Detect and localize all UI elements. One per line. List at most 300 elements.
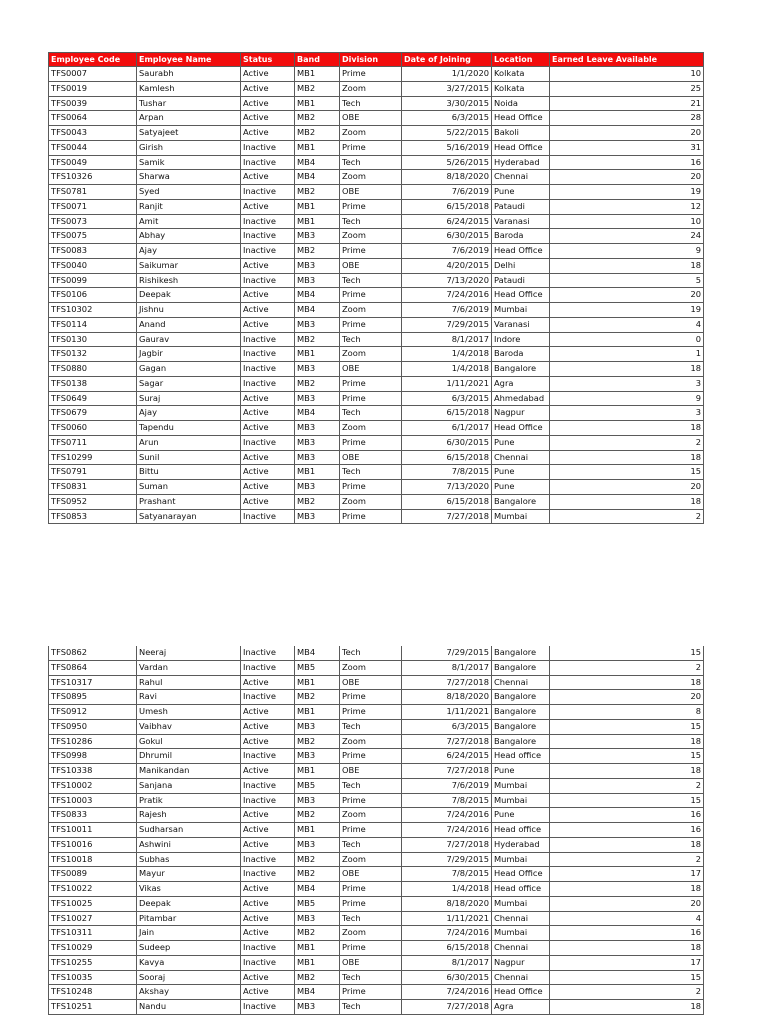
cell-division: Zoom <box>339 808 401 822</box>
cell-division: Zoom <box>339 661 401 675</box>
cell-band: MB5 <box>294 897 339 911</box>
cell-date-of-joining: 6/30/2015 <box>401 971 491 985</box>
cell-division: Prime <box>339 67 401 81</box>
cell-location: Head Office <box>491 288 549 302</box>
cell-location: Pune <box>491 480 549 494</box>
cell-location: Pune <box>491 808 549 822</box>
cell-status: Inactive <box>240 794 294 808</box>
cell-band: MB1 <box>294 956 339 970</box>
cell-employee-name: Neeraj <box>136 646 240 660</box>
cell-earned-leave: 9 <box>549 244 704 258</box>
cell-earned-leave: 18 <box>549 362 704 376</box>
cell-date-of-joining: 7/29/2015 <box>401 853 491 867</box>
cell-earned-leave: 20 <box>549 480 704 494</box>
table-row <box>48 985 704 1000</box>
table-row <box>48 185 704 200</box>
cell-earned-leave: 2 <box>549 436 704 450</box>
cell-band: MB2 <box>294 82 339 96</box>
table-row <box>48 941 704 956</box>
cell-employee-name: Vardan <box>136 661 240 675</box>
cell-status: Inactive <box>240 853 294 867</box>
cell-division: Prime <box>339 985 401 999</box>
cell-status: Inactive <box>240 510 294 524</box>
cell-band: MB2 <box>294 853 339 867</box>
cell-division: OBE <box>339 867 401 881</box>
cell-employee-name: Abhay <box>136 229 240 243</box>
table-row <box>48 141 704 156</box>
cell-employee-code: TFS0114 <box>48 318 136 332</box>
cell-division: Zoom <box>339 926 401 940</box>
cell-employee-code: TFS10317 <box>48 676 136 690</box>
table-row <box>48 274 704 289</box>
table-row <box>48 926 704 941</box>
table-row <box>48 156 704 171</box>
cell-employee-name: Pitambar <box>136 912 240 926</box>
cell-earned-leave: 15 <box>549 794 704 808</box>
cell-location: Bangalore <box>491 362 549 376</box>
cell-status: Active <box>240 126 294 140</box>
cell-employee-code: TFS0075 <box>48 229 136 243</box>
cell-location: Mumbai <box>491 794 549 808</box>
cell-date-of-joining: 1/4/2018 <box>401 362 491 376</box>
cell-band: MB1 <box>294 705 339 719</box>
cell-earned-leave: 2 <box>549 985 704 999</box>
cell-date-of-joining: 7/24/2016 <box>401 288 491 302</box>
cell-status: Active <box>240 67 294 81</box>
cell-earned-leave: 2 <box>549 779 704 793</box>
cell-location: Head office <box>491 823 549 837</box>
cell-employee-name: Akshay <box>136 985 240 999</box>
cell-division: Tech <box>339 912 401 926</box>
cell-date-of-joining: 8/1/2017 <box>401 333 491 347</box>
cell-earned-leave: 20 <box>549 170 704 184</box>
table-row <box>48 912 704 927</box>
cell-status: Active <box>240 303 294 317</box>
header-location: Location <box>491 53 549 66</box>
cell-employee-code: TFS10326 <box>48 170 136 184</box>
cell-earned-leave: 18 <box>549 1000 704 1014</box>
cell-division: Prime <box>339 690 401 704</box>
cell-division: Prime <box>339 749 401 763</box>
cell-division: OBE <box>339 676 401 690</box>
cell-employee-code: TFS10302 <box>48 303 136 317</box>
header-row <box>48 52 704 67</box>
cell-status: Active <box>240 823 294 837</box>
cell-earned-leave: 15 <box>549 465 704 479</box>
cell-status: Active <box>240 838 294 852</box>
cell-location: Head Office <box>491 421 549 435</box>
cell-employee-name: Gagan <box>136 362 240 376</box>
cell-band: MB2 <box>294 111 339 125</box>
cell-earned-leave: 4 <box>549 912 704 926</box>
cell-division: Zoom <box>339 126 401 140</box>
cell-earned-leave: 18 <box>549 882 704 896</box>
cell-division: Tech <box>339 720 401 734</box>
cell-date-of-joining: 6/15/2018 <box>401 941 491 955</box>
cell-date-of-joining: 8/18/2020 <box>401 897 491 911</box>
cell-location: Bangalore <box>491 661 549 675</box>
table-row <box>48 244 704 259</box>
cell-employee-code: TFS0833 <box>48 808 136 822</box>
cell-employee-name: Sudharsan <box>136 823 240 837</box>
header-earned-leave: Earned Leave Available <box>549 53 704 66</box>
cell-band: MB1 <box>294 347 339 361</box>
cell-employee-code: TFS10338 <box>48 764 136 778</box>
cell-band: MB3 <box>294 421 339 435</box>
table-row <box>48 347 704 362</box>
table-row <box>48 661 704 676</box>
cell-band: MB5 <box>294 661 339 675</box>
cell-earned-leave: 9 <box>549 392 704 406</box>
cell-date-of-joining: 8/18/2020 <box>401 170 491 184</box>
table-row <box>48 897 704 912</box>
cell-employee-code: TFS0132 <box>48 347 136 361</box>
cell-employee-code: TFS0043 <box>48 126 136 140</box>
cell-employee-code: TFS0950 <box>48 720 136 734</box>
cell-status: Inactive <box>240 1000 294 1014</box>
cell-status: Inactive <box>240 749 294 763</box>
cell-band: MB3 <box>294 362 339 376</box>
cell-division: Zoom <box>339 303 401 317</box>
table-row <box>48 838 704 853</box>
cell-location: Varanasi <box>491 318 549 332</box>
cell-band: MB3 <box>294 1000 339 1014</box>
cell-location: Hyderabad <box>491 838 549 852</box>
cell-location: Chennai <box>491 971 549 985</box>
cell-division: Prime <box>339 377 401 391</box>
cell-date-of-joining: 1/4/2018 <box>401 882 491 896</box>
cell-division: Prime <box>339 141 401 155</box>
cell-location: Head Office <box>491 985 549 999</box>
cell-employee-name: Nandu <box>136 1000 240 1014</box>
cell-division: Tech <box>339 779 401 793</box>
cell-band: MB3 <box>294 838 339 852</box>
cell-status: Inactive <box>240 229 294 243</box>
cell-earned-leave: 3 <box>549 406 704 420</box>
cell-employee-code: TFS0862 <box>48 646 136 660</box>
cell-earned-leave: 21 <box>549 97 704 111</box>
cell-division: Tech <box>339 215 401 229</box>
cell-location: Mumbai <box>491 303 549 317</box>
cell-division: Prime <box>339 244 401 258</box>
cell-band: MB4 <box>294 406 339 420</box>
cell-date-of-joining: 6/1/2017 <box>401 421 491 435</box>
cell-date-of-joining: 6/24/2015 <box>401 749 491 763</box>
table-row <box>48 720 704 735</box>
cell-employee-name: Ajay <box>136 406 240 420</box>
cell-date-of-joining: 8/18/2020 <box>401 690 491 704</box>
cell-employee-code: TFS0044 <box>48 141 136 155</box>
cell-date-of-joining: 7/8/2015 <box>401 867 491 881</box>
cell-earned-leave: 15 <box>549 646 704 660</box>
cell-earned-leave: 28 <box>549 111 704 125</box>
cell-division: Tech <box>339 465 401 479</box>
cell-employee-code: TFS0073 <box>48 215 136 229</box>
cell-date-of-joining: 7/6/2019 <box>401 185 491 199</box>
cell-employee-code: TFS0853 <box>48 510 136 524</box>
cell-date-of-joining: 5/26/2015 <box>401 156 491 170</box>
cell-employee-code: TFS10248 <box>48 985 136 999</box>
cell-employee-code: TFS0040 <box>48 259 136 273</box>
cell-earned-leave: 31 <box>549 141 704 155</box>
cell-date-of-joining: 3/27/2015 <box>401 82 491 96</box>
cell-earned-leave: 17 <box>549 867 704 881</box>
cell-date-of-joining: 7/6/2019 <box>401 303 491 317</box>
cell-band: MB2 <box>294 185 339 199</box>
cell-division: Tech <box>339 274 401 288</box>
cell-date-of-joining: 1/11/2021 <box>401 705 491 719</box>
cell-location: Mumbai <box>491 897 549 911</box>
cell-earned-leave: 16 <box>549 156 704 170</box>
cell-employee-name: Satyanarayan <box>136 510 240 524</box>
cell-employee-name: Sunil <box>136 451 240 465</box>
cell-date-of-joining: 1/4/2018 <box>401 347 491 361</box>
cell-employee-name: Amit <box>136 215 240 229</box>
cell-division: Tech <box>339 1000 401 1014</box>
table-row <box>48 1000 704 1015</box>
cell-division: Prime <box>339 200 401 214</box>
cell-employee-code: TFS10011 <box>48 823 136 837</box>
table-row <box>48 749 704 764</box>
cell-location: Pune <box>491 465 549 479</box>
cell-employee-code: TFS10311 <box>48 926 136 940</box>
cell-status: Inactive <box>240 156 294 170</box>
table-row <box>48 215 704 230</box>
header-employee-code: Employee Code <box>48 53 136 66</box>
cell-date-of-joining: 7/8/2015 <box>401 465 491 479</box>
cell-location: Head office <box>491 882 549 896</box>
cell-employee-code: TFS0880 <box>48 362 136 376</box>
cell-earned-leave: 19 <box>549 185 704 199</box>
cell-status: Active <box>240 421 294 435</box>
cell-status: Active <box>240 406 294 420</box>
header-band: Band <box>294 53 339 66</box>
header-employee-name: Employee Name <box>136 53 240 66</box>
cell-employee-name: Samik <box>136 156 240 170</box>
cell-status: Active <box>240 808 294 822</box>
cell-band: MB2 <box>294 377 339 391</box>
cell-status: Active <box>240 676 294 690</box>
cell-employee-name: Rahul <box>136 676 240 690</box>
cell-employee-name: Sooraj <box>136 971 240 985</box>
cell-employee-name: Anand <box>136 318 240 332</box>
cell-employee-name: Rajesh <box>136 808 240 822</box>
cell-location: Hyderabad <box>491 156 549 170</box>
cell-employee-name: Arpan <box>136 111 240 125</box>
cell-employee-name: Jishnu <box>136 303 240 317</box>
cell-date-of-joining: 4/20/2015 <box>401 259 491 273</box>
cell-earned-leave: 16 <box>549 926 704 940</box>
cell-date-of-joining: 7/29/2015 <box>401 318 491 332</box>
cell-location: Agra <box>491 1000 549 1014</box>
cell-status: Active <box>240 480 294 494</box>
table-row <box>48 690 704 705</box>
cell-employee-name: Suraj <box>136 392 240 406</box>
cell-earned-leave: 20 <box>549 897 704 911</box>
cell-employee-name: Mayur <box>136 867 240 881</box>
cell-earned-leave: 24 <box>549 229 704 243</box>
cell-employee-code: TFS10025 <box>48 897 136 911</box>
cell-band: MB3 <box>294 392 339 406</box>
cell-date-of-joining: 7/27/2018 <box>401 764 491 778</box>
cell-division: Zoom <box>339 82 401 96</box>
cell-status: Active <box>240 170 294 184</box>
cell-earned-leave: 15 <box>549 971 704 985</box>
cell-employee-name: Saurabh <box>136 67 240 81</box>
cell-employee-name: Pratik <box>136 794 240 808</box>
table-row <box>48 377 704 392</box>
cell-status: Inactive <box>240 690 294 704</box>
cell-location: Pune <box>491 185 549 199</box>
table-row <box>48 495 704 510</box>
cell-status: Active <box>240 735 294 749</box>
cell-location: Head office <box>491 749 549 763</box>
cell-location: Bangalore <box>491 720 549 734</box>
cell-employee-code: TFS10255 <box>48 956 136 970</box>
cell-earned-leave: 15 <box>549 720 704 734</box>
table-row <box>48 421 704 436</box>
cell-employee-code: TFS0952 <box>48 495 136 509</box>
cell-band: MB1 <box>294 676 339 690</box>
cell-band: MB3 <box>294 749 339 763</box>
cell-date-of-joining: 5/22/2015 <box>401 126 491 140</box>
cell-employee-code: TFS10002 <box>48 779 136 793</box>
table-row <box>48 510 704 525</box>
cell-employee-name: Vikas <box>136 882 240 896</box>
cell-status: Active <box>240 82 294 96</box>
cell-employee-code: TFS0106 <box>48 288 136 302</box>
cell-earned-leave: 25 <box>549 82 704 96</box>
cell-earned-leave: 4 <box>549 318 704 332</box>
cell-location: Mumbai <box>491 779 549 793</box>
cell-employee-code: TFS0831 <box>48 480 136 494</box>
cell-status: Inactive <box>240 867 294 881</box>
cell-division: Tech <box>339 406 401 420</box>
cell-band: MB3 <box>294 794 339 808</box>
cell-location: Mumbai <box>491 853 549 867</box>
cell-earned-leave: 16 <box>549 823 704 837</box>
cell-employee-name: Saikumar <box>136 259 240 273</box>
cell-band: MB1 <box>294 215 339 229</box>
cell-earned-leave: 5 <box>549 274 704 288</box>
cell-band: MB5 <box>294 779 339 793</box>
cell-division: Prime <box>339 436 401 450</box>
cell-earned-leave: 18 <box>549 676 704 690</box>
cell-status: Inactive <box>240 661 294 675</box>
cell-employee-code: TFS0039 <box>48 97 136 111</box>
cell-employee-code: TFS0679 <box>48 406 136 420</box>
cell-date-of-joining: 3/30/2015 <box>401 97 491 111</box>
cell-location: Pataudi <box>491 200 549 214</box>
table-row <box>48 406 704 421</box>
cell-division: Prime <box>339 392 401 406</box>
cell-band: MB2 <box>294 735 339 749</box>
cell-status: Inactive <box>240 941 294 955</box>
cell-employee-code: TFS0049 <box>48 156 136 170</box>
cell-status: Inactive <box>240 779 294 793</box>
cell-band: MB4 <box>294 646 339 660</box>
cell-status: Inactive <box>240 362 294 376</box>
table-row <box>48 480 704 495</box>
cell-date-of-joining: 1/11/2021 <box>401 912 491 926</box>
table-row <box>48 853 704 868</box>
cell-status: Active <box>240 985 294 999</box>
cell-location: Noida <box>491 97 549 111</box>
cell-location: Pataudi <box>491 274 549 288</box>
cell-band: MB2 <box>294 333 339 347</box>
cell-status: Inactive <box>240 141 294 155</box>
cell-location: Mumbai <box>491 926 549 940</box>
cell-division: Prime <box>339 882 401 896</box>
cell-earned-leave: 1 <box>549 347 704 361</box>
cell-location: Bangalore <box>491 646 549 660</box>
cell-earned-leave: 15 <box>549 749 704 763</box>
header-status: Status <box>240 53 294 66</box>
cell-employee-code: TFS0781 <box>48 185 136 199</box>
cell-date-of-joining: 6/15/2018 <box>401 495 491 509</box>
cell-status: Active <box>240 705 294 719</box>
cell-band: MB2 <box>294 926 339 940</box>
cell-location: Chennai <box>491 912 549 926</box>
cell-employee-name: Rishikesh <box>136 274 240 288</box>
cell-earned-leave: 18 <box>549 735 704 749</box>
cell-division: Zoom <box>339 853 401 867</box>
cell-employee-code: TFS10018 <box>48 853 136 867</box>
cell-location: Chennai <box>491 676 549 690</box>
cell-earned-leave: 10 <box>549 67 704 81</box>
cell-earned-leave: 12 <box>549 200 704 214</box>
cell-earned-leave: 20 <box>549 690 704 704</box>
cell-employee-name: Satyajeet <box>136 126 240 140</box>
cell-employee-code: TFS10035 <box>48 971 136 985</box>
cell-date-of-joining: 7/8/2015 <box>401 794 491 808</box>
cell-status: Active <box>240 259 294 273</box>
cell-band: MB1 <box>294 764 339 778</box>
cell-employee-code: TFS0071 <box>48 200 136 214</box>
cell-employee-name: Syed <box>136 185 240 199</box>
cell-date-of-joining: 8/1/2017 <box>401 956 491 970</box>
cell-earned-leave: 16 <box>549 808 704 822</box>
cell-status: Active <box>240 288 294 302</box>
cell-location: Bangalore <box>491 735 549 749</box>
cell-date-of-joining: 7/6/2019 <box>401 244 491 258</box>
cell-earned-leave: 18 <box>549 764 704 778</box>
cell-status: Inactive <box>240 185 294 199</box>
table-row <box>48 646 704 661</box>
cell-division: Tech <box>339 971 401 985</box>
cell-date-of-joining: 7/24/2016 <box>401 823 491 837</box>
cell-employee-code: TFS0998 <box>48 749 136 763</box>
cell-division: Prime <box>339 480 401 494</box>
cell-earned-leave: 19 <box>549 303 704 317</box>
cell-employee-name: Ranjit <box>136 200 240 214</box>
cell-division: Prime <box>339 318 401 332</box>
cell-division: Prime <box>339 288 401 302</box>
cell-band: MB1 <box>294 200 339 214</box>
cell-division: OBE <box>339 362 401 376</box>
cell-band: MB3 <box>294 436 339 450</box>
cell-employee-code: TFS0019 <box>48 82 136 96</box>
cell-location: Nagpur <box>491 956 549 970</box>
cell-status: Active <box>240 495 294 509</box>
cell-employee-code: TFS0711 <box>48 436 136 450</box>
cell-date-of-joining: 7/27/2018 <box>401 1000 491 1014</box>
cell-date-of-joining: 7/24/2016 <box>401 926 491 940</box>
cell-earned-leave: 18 <box>549 451 704 465</box>
cell-division: Prime <box>339 941 401 955</box>
cell-date-of-joining: 7/24/2016 <box>401 808 491 822</box>
cell-date-of-joining: 6/15/2018 <box>401 406 491 420</box>
